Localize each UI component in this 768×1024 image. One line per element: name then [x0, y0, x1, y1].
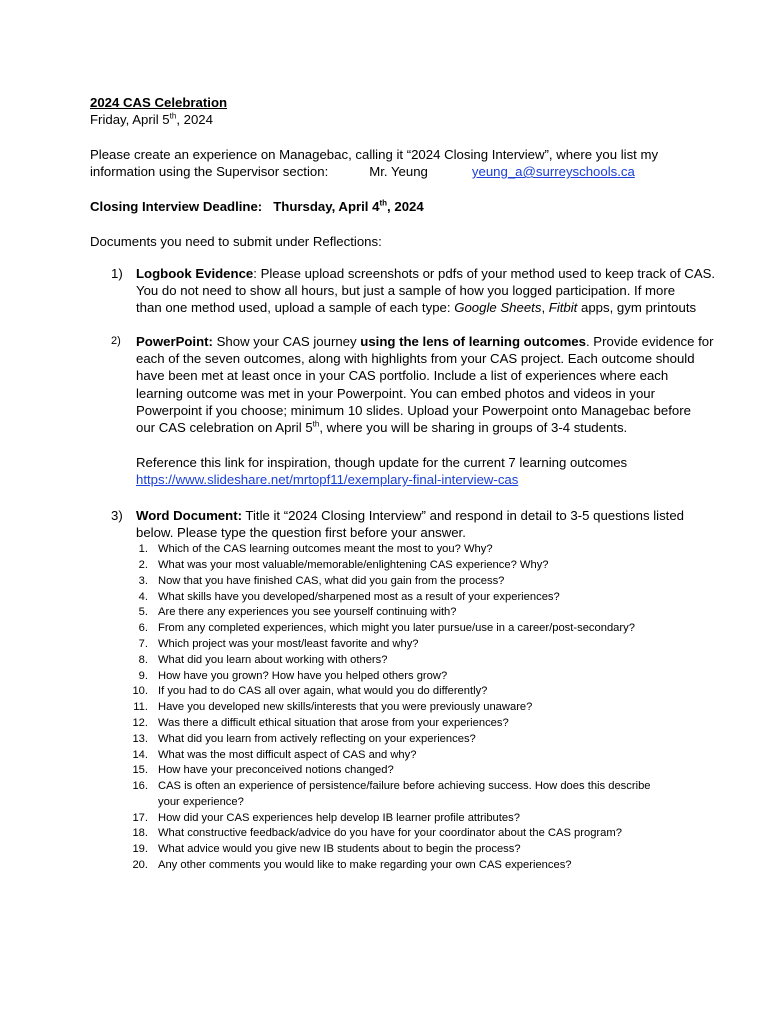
question-text: Are there any experiences you see yourself continuing with? — [158, 606, 457, 618]
question-number: 8. — [138, 654, 148, 666]
powerpoint-line-1a: Show your CAS journey — [212, 334, 361, 349]
supervisor-name: Mr. Yeung — [369, 164, 428, 179]
question-text: Which of the CAS learning outcomes meant the most to you? Why? — [158, 543, 493, 555]
deadline-line — [90, 198, 424, 215]
question-number: 6. — [138, 622, 148, 634]
question-number: 3. — [138, 575, 148, 587]
logbook-line-3-text: than one method used, upload a sample of each type: — [136, 300, 455, 315]
question-text: What did you learn from actively reflecting on your experiences? — [158, 733, 476, 745]
document-title: 2024 CAS Celebration — [90, 95, 228, 110]
intro-line-2 — [90, 163, 635, 180]
word-line-1-text: Title it “2024 Closing Interview” and respond in detail to 3-5 questions listed — [241, 508, 685, 523]
question-number: 19. — [132, 843, 148, 855]
logbook-line-1 — [136, 265, 715, 282]
question-number: 11. — [133, 701, 148, 713]
logbook-comma: , — [541, 300, 549, 315]
question-number: 14. — [132, 749, 148, 761]
intro-line-2-text: information using the Supervisor section: — [90, 164, 329, 179]
powerpoint-line-4: learning outcome was met in your Powerpoint. You can embed photos and videos in your — [136, 386, 656, 401]
intro-line-1: Please create an experience on Managebac, calling it “2024 Closing Interview”, where you list my — [90, 147, 659, 162]
powerpoint-line-6-sup: th — [312, 419, 320, 429]
question-number: 16. — [132, 780, 148, 792]
powerpoint-line-6 — [136, 419, 627, 436]
question-text: How have you grown? How have you helped others grow? — [158, 670, 448, 682]
item-number-2: 2) — [111, 335, 121, 347]
powerpoint-line-6-text: our CAS celebration on April 5 — [136, 420, 313, 435]
question-text: What did you learn about working with others? — [158, 654, 388, 666]
word-line-2: below. Please type the question first before your answer. — [136, 525, 466, 540]
event-date-sup: th — [169, 111, 177, 121]
deadline-label: Closing Interview Deadline: — [90, 199, 263, 214]
event-date — [90, 111, 213, 128]
question-text: Any other comments you would like to make regarding your own CAS experiences? — [158, 859, 572, 871]
supervisor-email-link[interactable]: yeung_a@surreyschools.ca — [471, 164, 635, 179]
question-text: Now that you have finished CAS, what did you gain from the process? — [158, 575, 505, 587]
question-text: Which project was your most/least favorite and why? — [158, 638, 419, 650]
item-number-1: 1) — [111, 266, 123, 281]
powerpoint-line-3: have been met at least once in your CAS portfolio. Include a list of experiences where each — [136, 368, 669, 383]
question-number: 9. — [138, 670, 148, 682]
question-number: 10. — [132, 685, 148, 697]
question-number: 4. — [138, 591, 148, 603]
item-number-3: 3) — [111, 508, 123, 523]
deadline-value-suffix: , 2024 — [387, 199, 424, 214]
powerpoint-line-1-bold: using the lens of learning outcomes — [360, 334, 586, 349]
question-text: CAS is often an experience of persistence/failure before achieving success. How does this describe — [158, 780, 651, 792]
question-text: What advice would you give new IB students about to begin the process? — [158, 843, 521, 855]
question-text: What constructive feedback/advice do you have for your coordinator about the CAS program? — [158, 827, 622, 839]
powerpoint-line-6-suffix: , where you will be sharing in groups of 3-4 students. — [319, 420, 628, 435]
documents-heading: Documents you need to submit under Reflections: — [90, 234, 382, 249]
question-number: 18. — [132, 827, 148, 839]
word-line-1 — [136, 507, 684, 524]
question-number: 17. — [132, 812, 148, 824]
question-text: What was the most difficult aspect of CAS and why? — [158, 749, 417, 761]
question-number: 5. — [138, 606, 148, 618]
question-text: How did your CAS experiences help develop IB learner profile attributes? — [158, 812, 520, 824]
question-text: How have your preconceived notions changed? — [158, 764, 394, 776]
question-text: What was your most valuable/memorable/enlightening CAS experience? Why? — [158, 559, 549, 571]
google-sheets-text: Google Sheets — [454, 300, 542, 315]
question-number: 1. — [138, 543, 148, 555]
logbook-line-3 — [136, 299, 696, 316]
deadline-sup: th — [379, 198, 388, 208]
question-number: 7. — [138, 638, 148, 650]
question-text: Was there a difficult ethical situation that arose from your experiences? — [158, 717, 509, 729]
logbook-line-3-suffix: apps, gym printouts — [577, 300, 697, 315]
question-text: From any completed experiences, which might you later pursue/use in a career/post-secondary? — [158, 622, 635, 634]
question-text-continued: your experience? — [158, 796, 244, 808]
question-text: Have you developed new skills/interests that you were previously unaware? — [158, 701, 533, 713]
powerpoint-line-1 — [136, 333, 714, 350]
logbook-line-1-text: : Please upload screenshots or pdfs of your method used to keep track of CAS. — [253, 266, 716, 281]
slideshare-link[interactable]: https://www.slideshare.net/mrtopf11/exemplary-final-interview-cas — [136, 472, 519, 487]
question-text: What skills have you developed/sharpened most as a result of your experiences? — [158, 591, 560, 603]
question-number: 2. — [138, 559, 148, 571]
powerpoint-line-5: Powerpoint if you choose; minimum 10 slides. Upload your Powerpoint onto Managebac before — [136, 403, 691, 418]
reference-text: Reference this link for inspiration, though update for the current 7 learning outcomes — [136, 455, 628, 470]
event-date-suffix: , 2024 — [176, 112, 213, 127]
logbook-label: Logbook Evidence — [136, 266, 254, 281]
question-number: 13. — [132, 733, 148, 745]
powerpoint-label: PowerPoint: — [136, 334, 213, 349]
question-number: 12. — [132, 717, 148, 729]
fitbit-text: Fitbit — [548, 300, 578, 315]
powerpoint-line-1b: . Provide evidence for — [585, 334, 714, 349]
powerpoint-line-2: each of the seven outcomes, along with highlights from your CAS project. Each outcome should — [136, 351, 695, 366]
word-label: Word Document: — [136, 508, 242, 523]
logbook-line-2: You do not need to show all hours, but just a sample of how you logged participation. If more — [136, 283, 676, 298]
deadline-value: Thursday, April 4 — [273, 199, 380, 214]
question-number: 15. — [132, 764, 148, 776]
event-date-text: Friday, April 5 — [90, 112, 170, 127]
question-text: If you had to do CAS all over again, what would you do differently? — [158, 685, 488, 697]
question-number: 20. — [132, 859, 148, 871]
